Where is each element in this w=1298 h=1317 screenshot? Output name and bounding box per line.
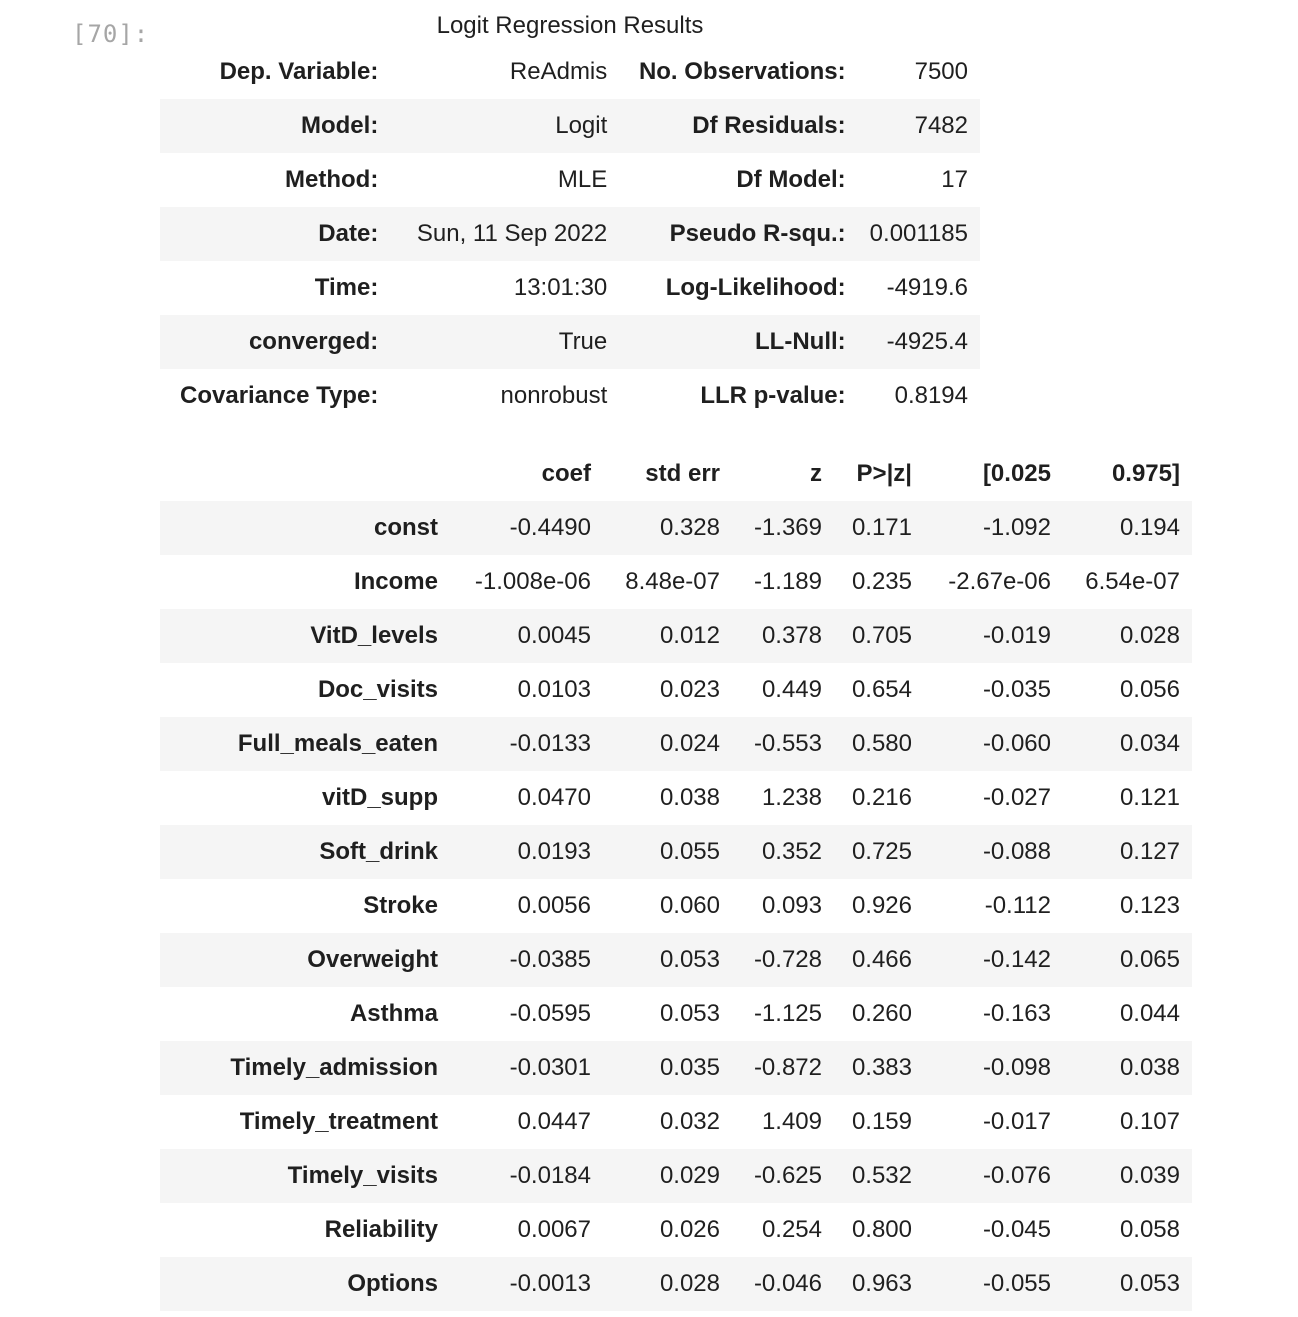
variable-name: Timely_visits	[287, 1162, 438, 1189]
table-cell: -0.076	[982, 1162, 1051, 1189]
table-cell: -0.017	[982, 1108, 1051, 1135]
table-cell: 0.053	[659, 1000, 720, 1027]
table-row	[160, 501, 1192, 555]
summary-label: Method:	[285, 166, 379, 193]
table-row	[160, 1095, 1192, 1149]
table-cell: 0.194	[1119, 514, 1180, 541]
table-cell: 1.238	[761, 784, 822, 811]
summary-label: Model:	[300, 112, 379, 139]
table-cell: -0.163	[982, 1000, 1051, 1027]
table-cell: 0.107	[1119, 1108, 1180, 1135]
summary-label: Time:	[314, 274, 379, 301]
variable-name: Timely_treatment	[239, 1108, 438, 1135]
table-cell: 0.0103	[517, 676, 591, 703]
table-cell: -0.872	[753, 1054, 822, 1081]
summary-label: LL-Null:	[755, 328, 846, 355]
table-cell: -0.098	[982, 1054, 1051, 1081]
coefficients-table	[160, 447, 1192, 1311]
table-cell: -0.4490	[509, 514, 591, 541]
table-cell: 0.060	[659, 892, 720, 919]
summary-value: Sun, 11 Sep 2022	[416, 220, 608, 247]
summary-label: Pseudo R-squ.:	[669, 220, 846, 247]
summary-label: Df Residuals:	[692, 112, 846, 139]
cell-execution-count: [70]:	[72, 20, 150, 48]
table-cell: 0.055	[659, 838, 720, 865]
table-cell: -0.625	[753, 1162, 822, 1189]
table-row	[160, 825, 1192, 879]
table-cell: 0.0045	[517, 622, 591, 649]
table-cell: 0.466	[851, 946, 912, 973]
table-row	[160, 771, 1192, 825]
table-cell: -1.125	[753, 1000, 822, 1027]
summary-value: -4919.6	[886, 274, 968, 301]
column-header: coef	[541, 460, 591, 487]
summary-value: True	[558, 328, 608, 355]
summary-label: Dep. Variable:	[219, 58, 379, 85]
variable-name: Asthma	[349, 1000, 438, 1027]
summary-value: ReAdmis	[509, 58, 608, 85]
variable-name: const	[373, 514, 438, 541]
table-cell: 0.065	[1119, 946, 1180, 973]
table-cell: 8.48e-07	[625, 568, 720, 595]
summary-row	[160, 369, 980, 423]
table-cell: 0.532	[851, 1162, 912, 1189]
table-cell: 0.044	[1119, 1000, 1180, 1027]
table-cell: 0.926	[851, 892, 912, 919]
summary-value: MLE	[557, 166, 608, 193]
table-cell: 0.038	[1119, 1054, 1180, 1081]
table-cell: 0.053	[1119, 1270, 1180, 1297]
table-row	[160, 717, 1192, 771]
table-cell: -0.142	[982, 946, 1051, 973]
summary-row	[160, 45, 980, 99]
variable-name: vitD_supp	[321, 784, 438, 811]
table-cell: 0.383	[851, 1054, 912, 1081]
table-cell: -0.046	[753, 1270, 822, 1297]
table-cell: 0.121	[1119, 784, 1180, 811]
model-summary-table	[160, 45, 980, 423]
column-header: P>|z|	[856, 460, 912, 487]
table-cell: 0.028	[659, 1270, 720, 1297]
table-cell: -0.035	[982, 676, 1051, 703]
table-cell: -1.092	[982, 514, 1051, 541]
table-cell: 0.093	[761, 892, 822, 919]
table-cell: 0.032	[659, 1108, 720, 1135]
column-header	[160, 447, 450, 501]
table-cell: 0.058	[1119, 1216, 1180, 1243]
table-cell: 0.235	[851, 568, 912, 595]
table-cell: 0.216	[851, 784, 912, 811]
table-cell: -0.027	[982, 784, 1051, 811]
table-cell: 0.127	[1119, 838, 1180, 865]
table-cell: 0.039	[1119, 1162, 1180, 1189]
table-cell: 0.171	[851, 514, 912, 541]
table-cell: 0.034	[1119, 730, 1180, 757]
table-cell: 0.449	[761, 676, 822, 703]
table-cell: 0.123	[1119, 892, 1180, 919]
table-cell: 0.0470	[517, 784, 591, 811]
table-cell: -1.369	[753, 514, 822, 541]
table-cell: 0.580	[851, 730, 912, 757]
table-cell: 0.0056	[517, 892, 591, 919]
table-row	[160, 1149, 1192, 1203]
table-cell: 0.328	[659, 514, 720, 541]
table-cell: -0.088	[982, 838, 1051, 865]
table-cell: 6.54e-07	[1085, 568, 1180, 595]
summary-row	[160, 99, 980, 153]
summary-label: Log-Likelihood:	[665, 274, 846, 301]
table-cell: 0.800	[851, 1216, 912, 1243]
table-row	[160, 609, 1192, 663]
table-row	[160, 1203, 1192, 1257]
variable-name: Income	[353, 568, 438, 595]
variable-name: Overweight	[307, 946, 438, 973]
summary-value: -4925.4	[886, 328, 968, 355]
table-cell: 0.378	[761, 622, 822, 649]
summary-row	[160, 207, 980, 261]
variable-name: Reliability	[324, 1216, 438, 1243]
summary-value: 7482	[914, 112, 968, 139]
column-header: z	[810, 460, 822, 487]
summary-value: 0.8194	[894, 382, 968, 409]
table-row	[160, 1257, 1192, 1311]
table-cell: 0.0447	[517, 1108, 591, 1135]
table-cell: -1.189	[753, 568, 822, 595]
table-row	[160, 987, 1192, 1041]
summary-value: 17	[941, 166, 968, 193]
table-cell: -0.0133	[509, 730, 591, 757]
table-cell: -0.0013	[509, 1270, 591, 1297]
table-cell: -0.019	[982, 622, 1051, 649]
table-cell: 0.254	[761, 1216, 822, 1243]
table-row	[160, 555, 1192, 609]
variable-name: Stroke	[363, 892, 438, 919]
table-cell: -0.0301	[509, 1054, 591, 1081]
variable-name: Doc_visits	[317, 676, 438, 703]
table-cell: 0.963	[851, 1270, 912, 1297]
summary-value: 0.001185	[869, 220, 968, 247]
table-cell: 0.654	[851, 676, 912, 703]
table-cell: -0.0595	[509, 1000, 591, 1027]
table-cell: 0.028	[1119, 622, 1180, 649]
table-cell: 0.159	[851, 1108, 912, 1135]
table-cell: 0.053	[659, 946, 720, 973]
summary-value: Logit	[555, 112, 608, 139]
table-cell: 0.0067	[517, 1216, 591, 1243]
table-cell: -0.060	[982, 730, 1051, 757]
table-cell: -0.0385	[509, 946, 591, 973]
table-cell: 1.409	[761, 1108, 822, 1135]
summary-caption: Logit Regression Results	[436, 12, 704, 39]
table-cell: -0.553	[753, 730, 822, 757]
summary-row	[160, 315, 980, 369]
summary-label: Covariance Type:	[180, 382, 379, 409]
summary-label: No. Observations:	[638, 58, 846, 85]
table-cell: 0.023	[659, 676, 720, 703]
table-cell: 0.035	[659, 1054, 720, 1081]
table-cell: -0.045	[982, 1216, 1051, 1243]
summary-label: Df Model:	[736, 166, 846, 193]
table-cell: 0.024	[659, 730, 720, 757]
table-cell: 0.038	[659, 784, 720, 811]
summary-label: LLR p-value:	[700, 382, 846, 409]
table-cell: 0.725	[851, 838, 912, 865]
table-cell: 0.705	[851, 622, 912, 649]
summary-row	[160, 261, 980, 315]
table-cell: 0.056	[1119, 676, 1180, 703]
variable-name: Timely_admission	[230, 1054, 438, 1081]
table-cell: -0.0184	[509, 1162, 591, 1189]
table-cell: 0.260	[851, 1000, 912, 1027]
summary-value: 7500	[914, 58, 968, 85]
table-cell: 0.029	[659, 1162, 720, 1189]
summary-value: nonrobust	[500, 382, 608, 409]
summary-value: 13:01:30	[513, 274, 608, 301]
table-cell: 0.026	[659, 1216, 720, 1243]
table-cell: 0.352	[761, 838, 822, 865]
summary-label: Date:	[318, 220, 379, 247]
table-cell: 0.012	[659, 622, 720, 649]
table-cell: 0.0193	[517, 838, 591, 865]
coefficients-body	[160, 501, 1192, 1311]
table-row	[160, 663, 1192, 717]
table-cell: -0.112	[984, 892, 1051, 919]
coefficients-header-row	[160, 447, 1192, 501]
variable-name: Soft_drink	[319, 838, 438, 865]
table-cell: -1.008e-06	[474, 568, 591, 595]
table-cell: -0.055	[982, 1270, 1051, 1297]
table-row	[160, 1041, 1192, 1095]
variable-name: VitD_levels	[310, 622, 438, 649]
summary-row	[160, 153, 980, 207]
variable-name: Options	[347, 1270, 438, 1297]
table-row	[160, 879, 1192, 933]
column-header: [0.025	[982, 460, 1051, 487]
summary-label: converged:	[248, 328, 379, 355]
table-row	[160, 933, 1192, 987]
column-header: 0.975]	[1111, 460, 1180, 487]
table-cell: -0.728	[753, 946, 822, 973]
variable-name: Full_meals_eaten	[237, 730, 438, 757]
column-header: std err	[645, 460, 720, 487]
table-cell: -2.67e-06	[948, 568, 1051, 595]
